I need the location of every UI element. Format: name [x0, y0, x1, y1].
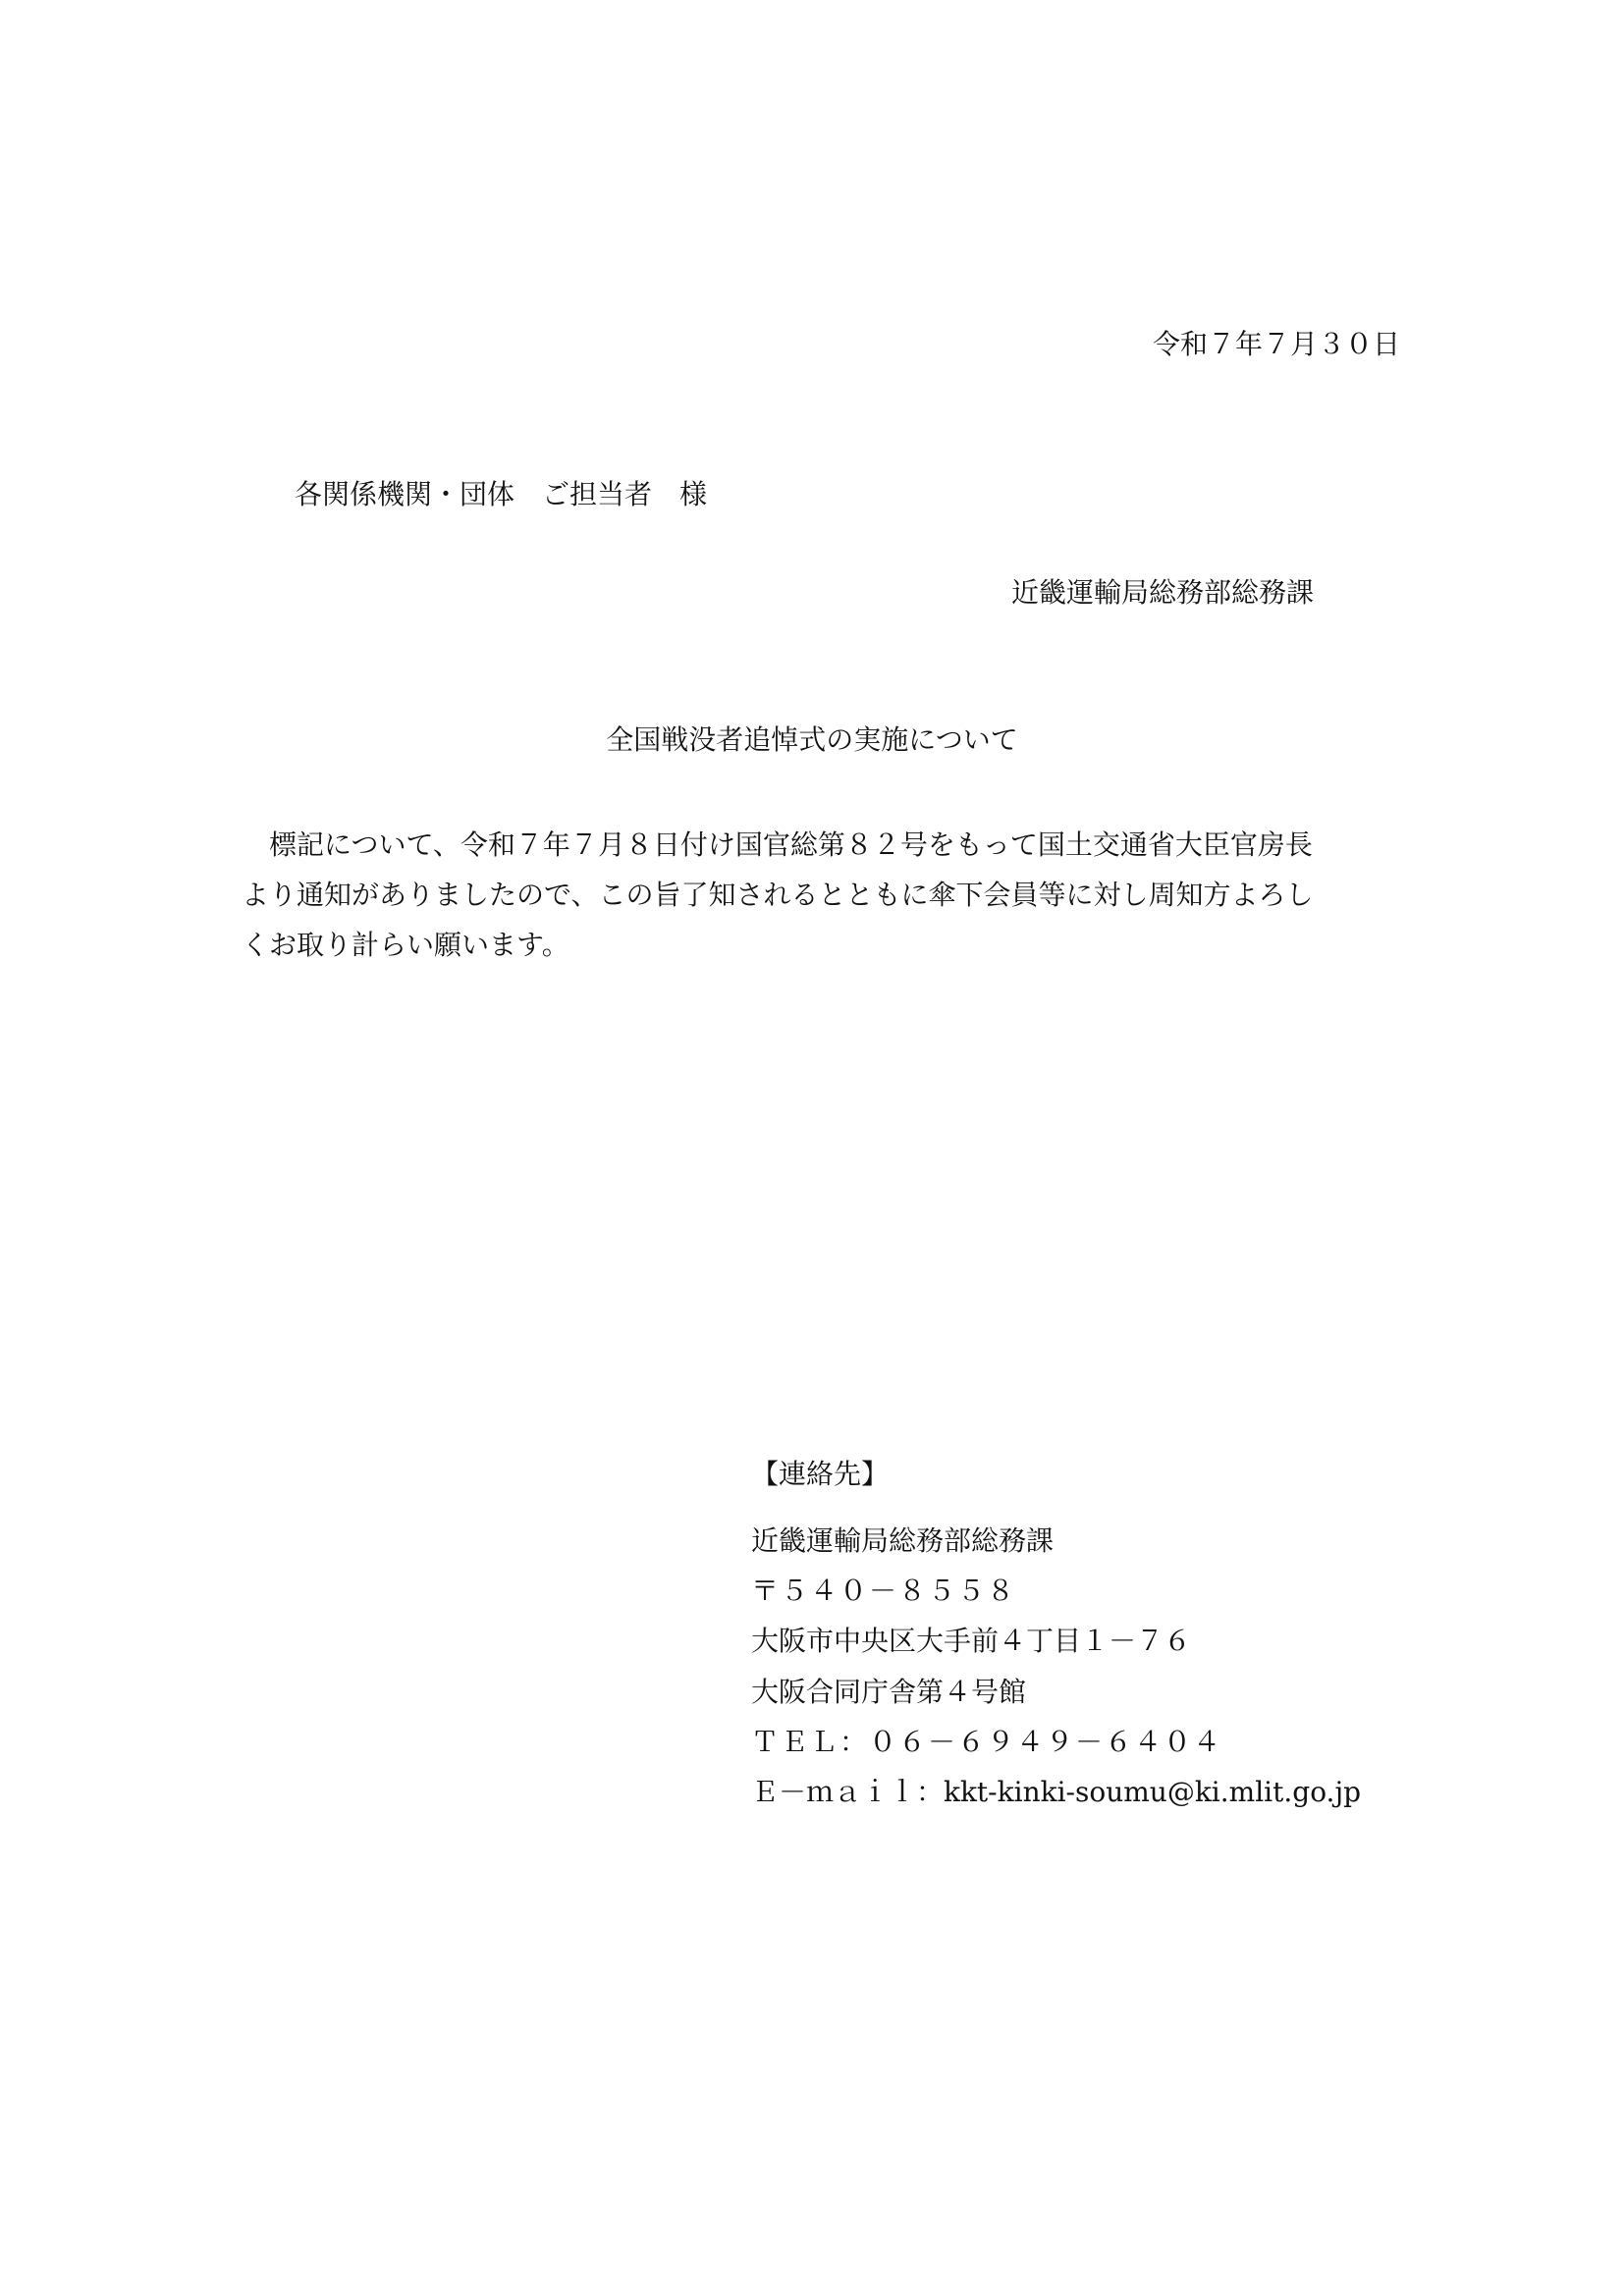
- sender-department: 近畿運輸局総務部総務課: [1010, 576, 1314, 609]
- document-title: 全国戦没者追悼式の実施について: [606, 723, 1018, 756]
- contact-address: 大阪市中央区大手前４丁目１－７６: [751, 1625, 1192, 1657]
- contact-postal-code: 〒５４０－８５５８: [751, 1575, 1017, 1607]
- contact-building: 大阪合同庁舎第４号館: [751, 1676, 1027, 1708]
- contact-department: 近畿運輸局総務部総務課: [751, 1524, 1055, 1557]
- body-line: より通知がありましたので、この旨了知されるとともに傘下会員等に対し周知方よろし: [242, 879, 1314, 911]
- body-text: [242, 820, 1410, 970]
- body-line: くお取り計らい願います。: [242, 929, 569, 961]
- addressee: 各関係機関・団体 ご担当者 様: [295, 478, 708, 510]
- contact-email: Ｅ－ｍａｉｌ：kkt-kinki-soumu@ki.mlit.go.jp: [751, 1776, 1362, 1808]
- document-date: 令和７年７月３０日: [1152, 328, 1400, 360]
- contact-heading: 【連絡先】: [751, 1458, 890, 1490]
- body-line: 標記について、令和７年７月８日付け国官総第８２号をもって国土交通省大臣官房長: [242, 828, 1313, 861]
- contact-phone: ＴＥＬ：０６－６９４９－６４０４: [751, 1726, 1223, 1758]
